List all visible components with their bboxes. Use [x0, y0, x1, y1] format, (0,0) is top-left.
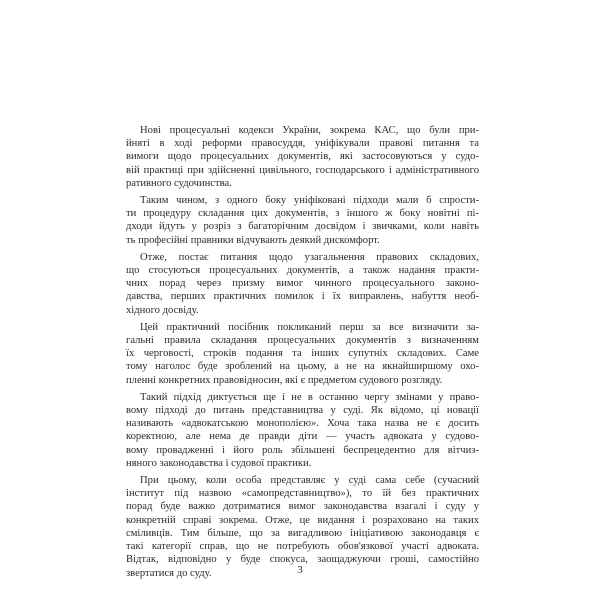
text-line: Нові процесуальні кодекси України, зокрема КАС, що були при-	[140, 125, 479, 136]
text-line: порад буде важко дотриматися вимог законодавства взагалі і суду у	[126, 501, 479, 513]
text-line: ти процедуру складання цих документів, з іншого ж боку новітні пі-	[126, 208, 479, 220]
text-line: конкретній справі зокрема. Отже, це видання і розраховано на таких	[126, 514, 479, 526]
text-line: Таким чином, з одного боку уніфіковані підходи мали б спрости-	[140, 195, 479, 207]
text-line: вому провадженні і його роль збільшені беспрецедентно для вітчиз-	[126, 444, 479, 456]
text-line: звертатися до суду.	[126, 567, 212, 579]
text-line: Отже, постає питання щодо узагальнення правових складових,	[140, 251, 479, 263]
text-line: ративного судочинства.	[126, 177, 232, 189]
text-line: інститут під назвою «самопредставництво»), то їй без практичних	[126, 488, 479, 500]
text-line: вимоги щодо процесуальних документів, які застосовуються у судо-	[126, 151, 479, 163]
text-line: ть професійні правники відчувають деякий дискомфорт.	[126, 234, 380, 246]
text-line: коректною, але нема де правди діти — участь адвоката у судово-	[126, 431, 479, 443]
page-number: 3	[297, 564, 303, 576]
text-line: називають «адвокатською монополією». Хоча така назва не є досить	[126, 418, 479, 430]
text-line: дходи йдуть у розріз з багаторічним досвідом і звичками, коли навіть	[126, 221, 479, 233]
paragraph	[126, 251, 479, 317]
text-line: йняті в ході реформи правосуддя, уніфікували правові питання та	[126, 138, 479, 150]
text-line: няного законодавства і судової практики.	[126, 457, 312, 469]
text-line: вій практиці при здійсненні цивільного, господарського і адміністративного	[126, 164, 479, 176]
text-line: чних порад через призму вимог чинного процесуального законо-	[126, 278, 479, 290]
text-line: хідного досвіду.	[126, 304, 199, 316]
text-line: При цьому, коли особа представляє у суді сама себе (сучасний	[140, 475, 479, 487]
text-line: сміливців. Тим більше, що за вигадливою ініціативою законодавця є	[126, 527, 479, 539]
paragraph	[126, 194, 479, 247]
paragraph	[126, 391, 479, 470]
text-line: гальні правила складання процесуальних документів з визначенням	[126, 335, 479, 347]
text-line: Цей практичний посібник покликаний перш за все визначити за-	[140, 321, 479, 333]
text-line: що стосуються процесуальних документів, а також надання практи-	[126, 265, 479, 277]
text-line: такі категорії справ, що не потребують обов'язкової участі адвоката.	[126, 541, 479, 553]
text-line: Такий підхід диктується ще і не в останню чергу змінами у право-	[140, 391, 479, 403]
body-text	[126, 124, 479, 584]
paragraph	[126, 321, 479, 387]
text-line: вому підході до питань представництва у суді. Як відомо, ці новації	[126, 405, 479, 417]
text-line: пленні конкретних правовідносин, які є предметом судового розгляду.	[126, 374, 443, 386]
text-line: тому наголос буде зроблений на цьому, а не на якнайширшому охо-	[126, 361, 479, 373]
text-line: давства, перших практичних помилок і їх виправлень, набуття необ-	[126, 291, 479, 303]
paragraph	[126, 124, 479, 190]
text-line: їх черговості, строків подання та інших супутніх складових. Саме	[126, 348, 479, 360]
text-line: Відтак, відповідно у буде спокуса, заощаджуючи гроші, самостійно	[126, 554, 479, 566]
